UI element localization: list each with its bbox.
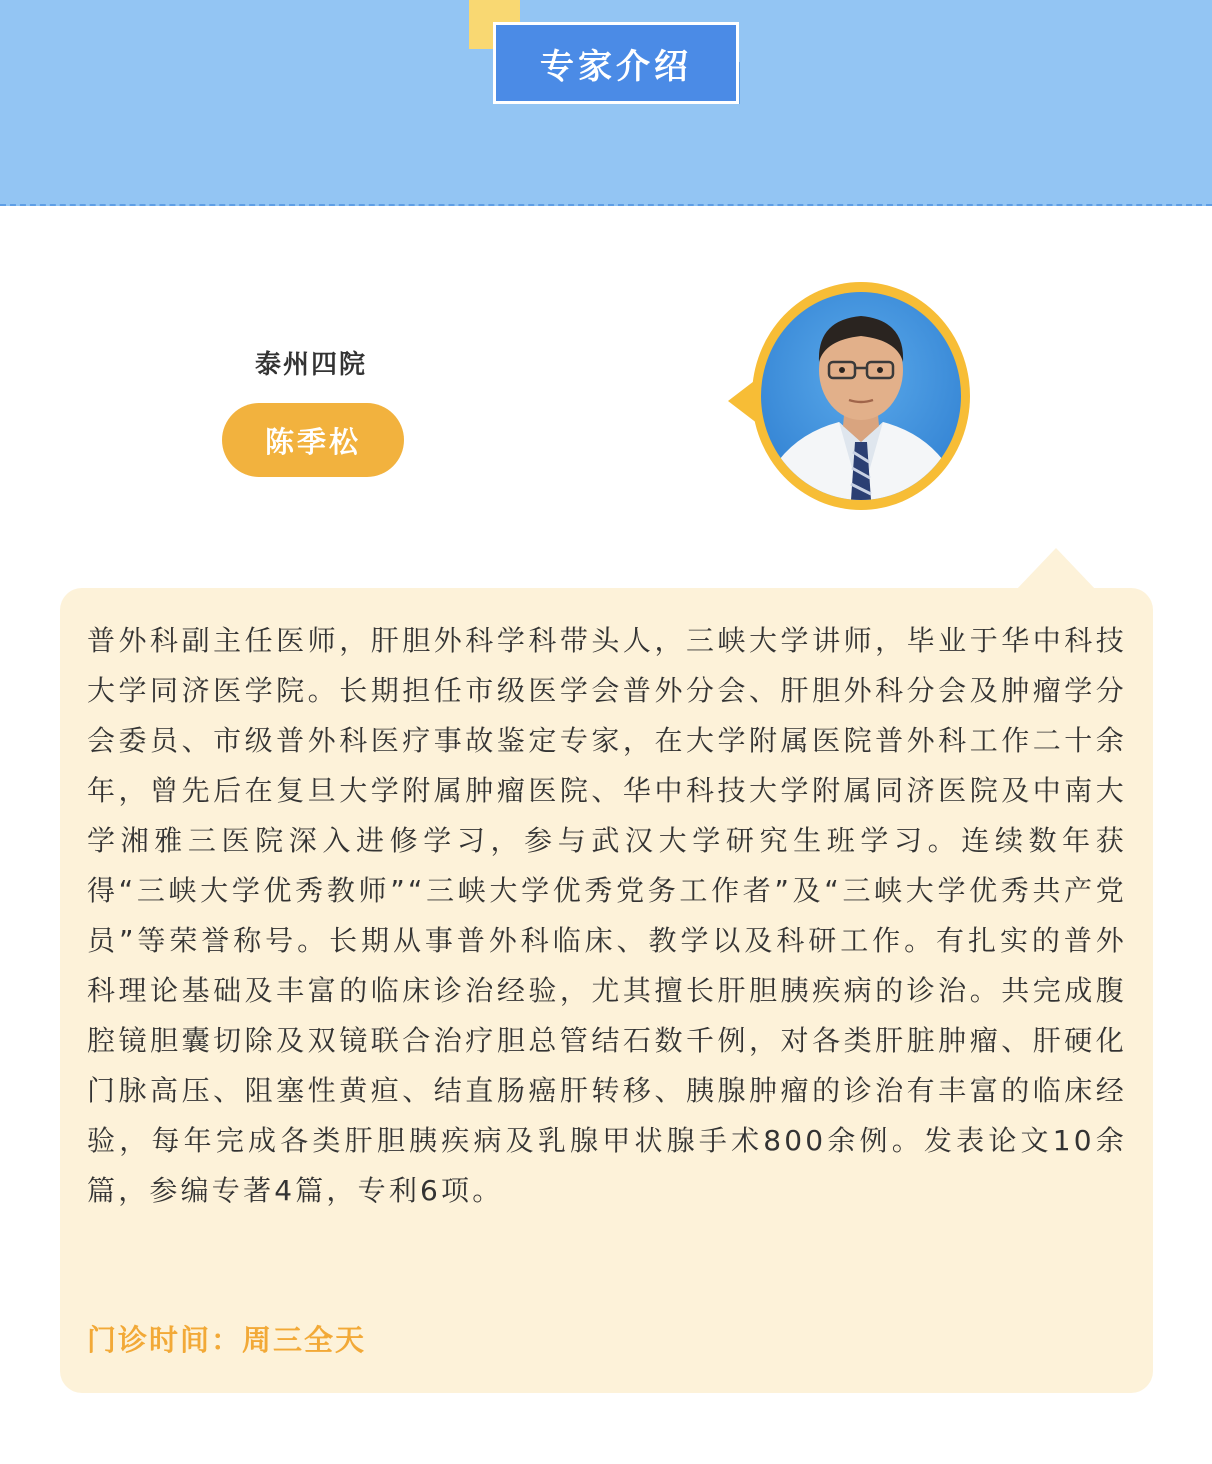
bio-card-pointer bbox=[1016, 548, 1096, 590]
clinic-time: 门诊时间：周三全天 bbox=[87, 1323, 367, 1357]
doctor-bio: 普外科副主任医师，肝胆外科学科带头人，三峡大学讲师，毕业于华中科技大学同济医学院。长期担任市级医学会普外分会、肝胆外科分会及肿瘤学分会委员、市级普外科医疗事故鉴定专家，在大学附属医院普外科工作二十余年，曾先后在复旦大学附属肿瘤医院、华中科技大学附属同济医院及中南大学湘雅三医院深入进修学习，参与武汉大学研究生班学习。连续数年获得“三峡大学优秀教师”“三峡大学优秀党务工作者”及“三峡大学优秀共产党员”等荣誉称号。长期从事普外科临床、教学以及科研工作。有扎实的普外科理论基础及丰富的临床诊治经验，尤其擅长肝胆胰疾病的诊治。共完成腹腔镜胆囊切除及双镜联合治疗胆总管结石数千例，对各类肝脏肿瘤、肝硬化门脉高压、阻塞性黄疸、结直肠癌肝转移、胰腺肿瘤的诊治有丰富的临床经验，每年完成各类肝胆胰疾病及乳腺甲状腺手术800余例。发表论文10余篇，参编专著4篇，专利6项。 bbox=[87, 624, 1127, 1207]
doctor-portrait-icon bbox=[761, 292, 961, 500]
hospital-name: 泰州四院 bbox=[254, 350, 367, 380]
page-title: 专家介绍 bbox=[493, 22, 739, 104]
doctor-name-badge: 陈季松 bbox=[222, 403, 404, 477]
